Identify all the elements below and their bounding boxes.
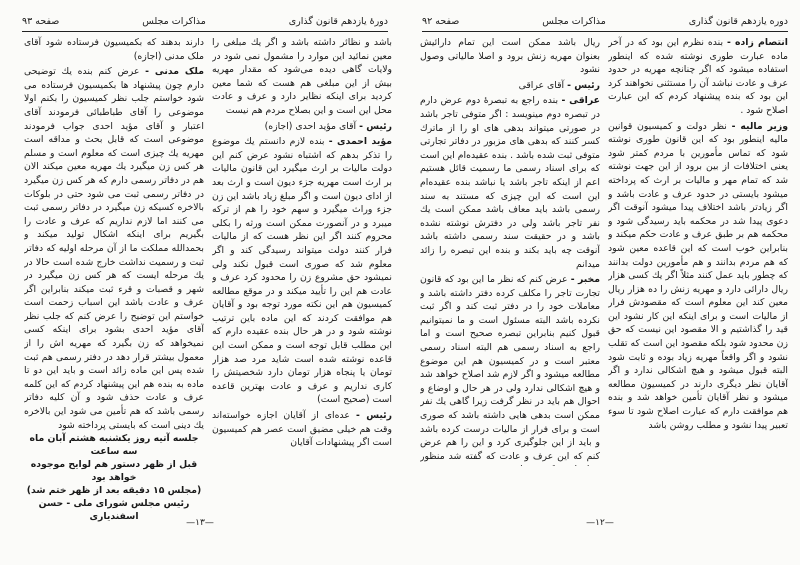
paragraph-text: نظر دولت و کمیسیون قوانین مالیه اینطور بود که این قانون طوری نوشته شود که تماس مأمورین با مردم کمتر شود یعنی اختلافات از بین برود از این جهت نوشته شد که تمام مهر و مالیات بر ارث که پرداخته میشود بایستی در حدود عرف و عادت باشد و اگر زیادتر باشد اختلاف پیدا میشود آنوقت اگر دعوی پیدا شد در محکمه باید رسیدگی شود و محکمه هم بر طبق عرف و عادت حکم میکند و بنابراین خوب است که این قاعده معین شود که هم مردم بدانند و هم مأمورین دولت بدانند که چطور باید عمل کنند مثلاً اگر یك کسی هزار ریال دارائی دارد و مهریه زنش را ده هزار ریال معین کند این معلوم است که مقصودش فرار از مالیات است و برای اینکه این کار نشود این قید را گذاشتیم و الا مقصود این نیست که حق زن محدود شود بلکه مقصود این است که تقلب نشود و اگر واقعاً مهریه زیاد بوده و ثابت شود البته قبول میشود و هیچ اشکالی ندارد و اگر آقایان نظر دیگری دارند در کمیسیون مطالعه میشود و نظر آقایان تأمین خواهد شد و بنده هم موافقت دارم که عبارت اصلاح شود تا سوء تعبیر پیدا نشود و مطلب روشن باشد bbox=[608, 120, 788, 431]
page-header bbox=[22, 12, 388, 30]
text-column-right bbox=[212, 36, 392, 466]
right-page bbox=[400, 0, 800, 565]
speaker-name: رئیس - bbox=[355, 410, 392, 422]
paragraph-text: دارند بدهند که بکمیسیون فرستاده شود آقای ملک مدنی (اجازه) bbox=[24, 37, 204, 62]
paragraph-text: بنده لازم دانستم یك موضوع را تذکر بدهم که اشتباه نشود عرض کنم این دولت مالیات بر ارث میگیرد این قانون مالیات بر ارث است مهریه جزء دیون است و ارث بعد از ادای دیون است و اگر مبلغ زیاد باشد این زن جزء وراث میگیرد و سهم خود را هم از ترکه میبرد و در آنصورت ممکن است ورثه را بکلی محروم کنند اگر این نظر هست که از مالیات فرار کنند دولت میتواند رسیدگی کند و اگر معلوم شد که صوری است قبول نکند ولی نمیشود حق مشروع زن را محدود کرد عرف و عادت هم این را تأیید میکند و در موقع مطالعه کمیسیون هم این نکته مورد توجه بود و آقایان هم موافقت کردند که این ماده باین ترتیب نوشته شود و در هر حال بنده عقیده دارم که این مطلب قابل توجه است و ممکن است این قاعده نوشته شده است شاید مرد صد هزار تومان یا پنجاه هزار تومان دارد شخصیتش را کاری نداریم و عرف و عادت بهترین قاعده است (صحیح است) bbox=[212, 136, 392, 406]
header-rule bbox=[22, 31, 388, 32]
paragraph-text: بنده راجع به تبصرهٔ دوم عرض دارم در تبصره دوم مینویسد : اگر متوفی تاجر باشد در صورتی میتواند بدهی های او را از ماترك کسر کنند که بدهی های مزبور در دفاتر تجارتی متوفی ثبت شده باشد . بنده عقیده‌ام این است که برای اسناد رسمی ما رسمیت قائل هستیم اعم از اینکه تاجر باشد یا نباشد بنده عقیده‌ام این است که این چیزی که مستند به سند رسمی باشد باید معاف باشد ممکن است یك نفر تاجر باشد ولی در دفترش نوشته نشده باشد و در حقیقت سند رسمی داشته باشد آنوقت چه باید بکند و بنده این تبصره را زائد میدانم bbox=[420, 95, 600, 270]
paragraph bbox=[24, 36, 204, 63]
speaker-name: مؤید احمدی - bbox=[328, 136, 392, 148]
page-number: —۱۲— bbox=[586, 518, 614, 528]
paragraph-text: عرض کنم بنده یك توضیحی دارم چون پیشنهاد ها بکمیسیون فرستاده می شود خواستم جلب نظر کمیسیون را بکنم اولا موضوعی را آقای طباطبائی فرمودند آقای اعتبار و آقای مؤید احدی جواب فرمودند موضوعی است که قابل بحث و مداقه است مهریه یك چیزی است که معلوم است و مسلم هر کس زن میگیرد یك مهریه معین میکند الان هم در دفاتر رسمی دارم که هر کس زن میگیرد در دفاتر رسمی ثبت می شود حتی در بلوکات بالاخره کسیکه زن میگیرد در دفاتر رسمی ثبت می کنند اما لازم نداریم که عرف و عادت را بگیریم برای اینکه اشکال تولید میکند و بحمدالله مملکت ما از آن مرحله اولیه که دفاتر ثبت و رسمیت نداشت خارج شده است حالا در یك مرحله ایست که هر کس زن میگیرد در شهر و قصبات و قرء ثبت میکند بنابراین اگر عرف و عادت باشد این اسباب زحمت است خواستم این توضیح را عرض کنم که جلب نظر آقای مؤید احدی بشود برای اینکه کسی نمیخواهد که زن بگیرد که مهریه اش را از معمول بیشتر قرار دهد در دفتر رسمی هم ثبت شده پس این ماده زائد است و باید این دو تا ماده به بنده هم این پیشنهاد کردم که این کلمه عرف و عادت حذف شود و آن کلیه دفاتر رسمی باشد که هم تأمین می شود این بالاخره یك دینی است که بایستی پرداخته شود bbox=[24, 66, 204, 431]
closing-signature: رئیس مجلس شورای ملی - حسن اسفندیاری bbox=[38, 498, 190, 522]
paragraph-text: عرض کنم که نظر ما این بود که قانون تجارت تاجر را مکلف کرده دفتر داشته باشد و معاملات خود را در دفتر ثبت کند و اگر ثبت نکرده باشد البته مسئول است و ما نمیتوانیم قبول کنیم بنابراین تبصره صحیح است و اما راجع به اسناد رسمی هم البته اسناد رسمی معتبر است و در کمیسیون هم این موضوع مطالعه میشود و اگر لازم شد اصلاح خواهد شد و هیچ اشکالی ندارد ولی در هر حال و اوضاع و احوال هم باید در نظر گرفت زیرا گاهی یك نفر ممکن است بدهی هایی داشته باشد که صوری است و برای فرار از مالیات درست کرده باشد و باید از این جلوگیری کرد و این را هم عرض کنم که این عرف و عادت که گفته شد منظور bbox=[420, 274, 600, 462]
paragraph bbox=[420, 94, 600, 271]
speaker-name: ملک مدنی - bbox=[145, 66, 204, 78]
paragraph bbox=[608, 120, 788, 433]
page-label: صفحه ۹۲ bbox=[422, 15, 460, 27]
paragraph bbox=[212, 135, 392, 407]
session-closing-block bbox=[24, 432, 204, 523]
paragraph bbox=[212, 120, 392, 134]
page-label: صفحه ۹۳ bbox=[22, 15, 60, 27]
text-column-left bbox=[420, 36, 600, 466]
paragraph-text: آقای مؤید احدی (اجازه) bbox=[264, 120, 357, 132]
text-column-left bbox=[24, 36, 204, 431]
paragraph bbox=[24, 65, 204, 431]
paragraph bbox=[212, 409, 392, 450]
speaker-name: انتصام زاده - bbox=[726, 37, 788, 48]
closing-line: قبل از ظهر دستور هم لوایح موجوده خواهد بود bbox=[30, 459, 198, 483]
closing-line: (مجلس ۱۵ دقیقه بعد از ظهر ختم شد) bbox=[26, 485, 202, 496]
speaker-name: رئیس - bbox=[567, 79, 600, 91]
speaker-name: مخبر - bbox=[570, 274, 600, 286]
paragraph bbox=[212, 36, 392, 118]
section-title: مذاکرات مجلس bbox=[542, 15, 606, 27]
section-title: مذاکرات مجلس bbox=[142, 15, 206, 27]
speaker-name: عراقی - bbox=[561, 95, 600, 107]
closing-line: جلسه آتیه روز یکشنبه هشتم آبان ماه سه ساعت bbox=[29, 433, 199, 457]
session-title: دوره یازدهم قانون گذاری bbox=[688, 15, 788, 27]
header-rule bbox=[422, 31, 788, 32]
paragraph bbox=[420, 36, 600, 77]
speaker-name: وزیر مالیه - bbox=[731, 120, 788, 132]
paragraph-text: آقای عراقی bbox=[518, 79, 565, 91]
paragraph-text: ریال باشد ممکن است این تمام دارائیش بعنوان مهریه زنش برود و اصلا مالیاتی وصول نشود bbox=[420, 37, 600, 76]
session-title: دورهٔ یازدهم قانون گذاری bbox=[288, 15, 388, 27]
paragraph-text: باشد و نظائر داشته باشد و اگر یك مبلغی را معین نمائید این موارد را مشمول نمی شود در ولایات گاهی دیده می‌شود که مقدار مهریه بیش از این مبلغی هم هست که شما معین کردید برای اینکه نظایر دارد و عرف و عادت محل این است و این بصلاح مردم هم نیست bbox=[212, 37, 392, 116]
page-number: —۱۳— bbox=[186, 518, 214, 528]
speaker-name: رئیس - bbox=[359, 120, 392, 132]
paragraph-text: عده‌ای از آقایان اجازه خواسته‌اند وقت هم خیلی مضیق است عصر هم کمیسیون است اگر پیشنهادات آقایان bbox=[212, 410, 392, 449]
paragraph bbox=[420, 79, 600, 93]
text-column-right bbox=[608, 36, 788, 466]
paragraph bbox=[420, 273, 600, 466]
page-header bbox=[422, 12, 788, 30]
paragraph-text: بنده نظرم این بود که در آخر ماده عبارت طوری نوشته شده که اینطور استفاده میشود که اگر چنانچه مهریه در حدود عرف و عادت نباشد آن را مستثنی نخواهند کرد این بود که بنده پیشنهاد کردم که این عبارت اصلاح شود . bbox=[608, 37, 788, 116]
paragraph bbox=[608, 36, 788, 118]
